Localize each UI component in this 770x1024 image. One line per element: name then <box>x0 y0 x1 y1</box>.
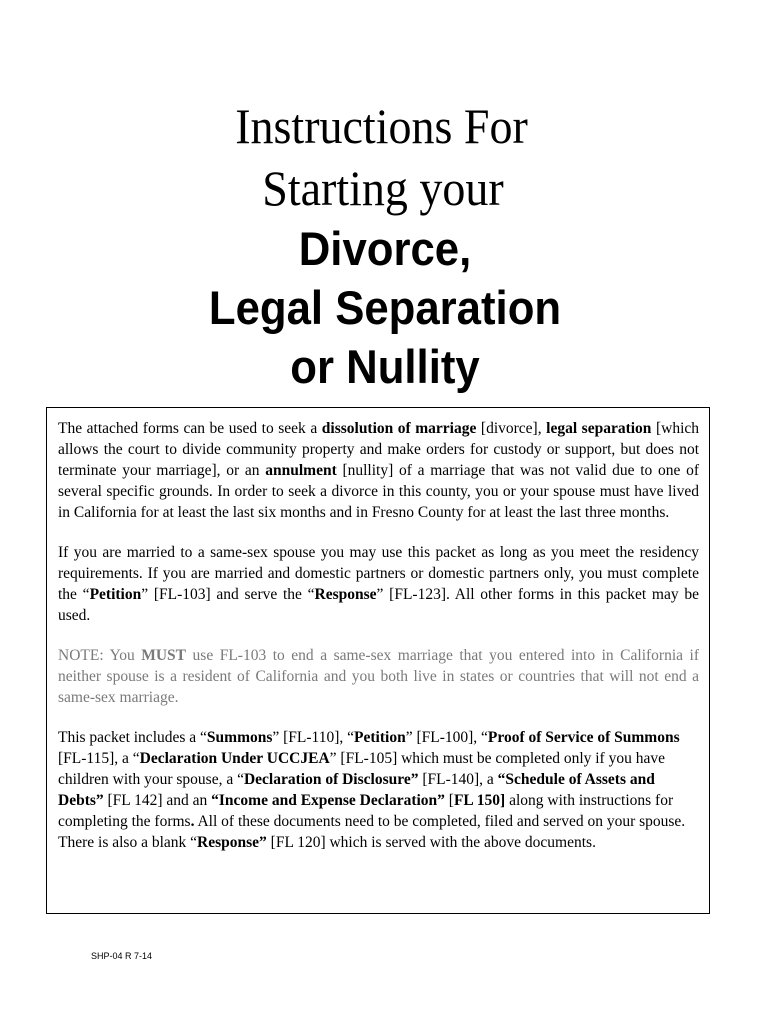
form-code-footer: SHP-04 R 7-14 <box>91 951 153 961</box>
title-line-legal-separation: Legal Separation <box>208 281 562 334</box>
packet-contents-paragraph: This packet includes a “Summons” [FL-110], “Petition” [FL-100], “Proof of Service of Summons [FL-115], a “Declaration Under UCCJEA” [FL-105] which must be completed only if you have children with your spouse, a “Declaration of Disclosure” [FL-140], a “Schedule of Assets and Debts” [FL 142] and an “Income and Expense Declaration” [FL 150] along with instructions for completing the forms. All of these documents need to be completed, filed and served on your spouse. There is also a blank “Response” [FL 120] which is served with the above documents. <box>58 729 686 851</box>
title-line-instructions-for: Instructions For <box>235 98 528 154</box>
same-sex-paragraph: If you are married to a same-sex spouse you may use this packet as long as you meet the residency requirements. If you are married and domestic partners or domestic partners only, you must complete the “Petition” [FL-103] and serve the “Response” [FL-123]. All other forms in this packet may be used. <box>58 544 699 624</box>
intro-paragraph: The attached forms can be used to seek a dissolution of marriage [divorce], legal separation [which allows the court to divide community property and make orders for custody or support, but does not terminate your marriage], or an annulment [nullity] of a marriage that was not valid due to one of several specific grounds. In order to seek a divorce in this county, you or your spouse must have lived in California for at least the last six months and in Fresno County for at least the last three months. <box>58 420 700 521</box>
document-title <box>0 95 770 396</box>
title-line-divorce: Divorce, <box>298 222 472 275</box>
instructions-box <box>46 407 710 914</box>
title-line-starting-your: Starting your <box>262 160 504 216</box>
note-paragraph: NOTE: You MUST use FL-103 to end a same-sex marriage that you entered into in California if neither spouse is a resident of California and you both live in states or countries that will not end a same-sex marriage. <box>58 647 699 706</box>
title-line-or-nullity: or Nullity <box>290 340 480 393</box>
